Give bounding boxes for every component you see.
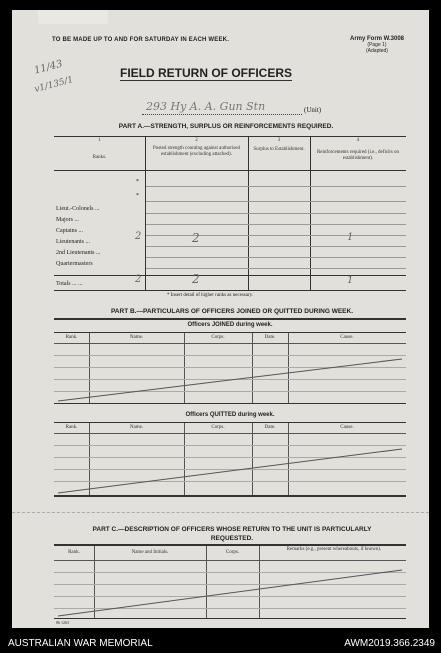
army-form-number: Army Form W.3008: [349, 36, 405, 42]
col1-header: Ranks.: [92, 155, 107, 160]
row-sep-6: [146, 246, 406, 247]
rank-row-lt-colonels: Lieut.-Colonels ...: [56, 206, 100, 212]
col-num-1: 1: [98, 138, 101, 143]
lieutenants-col4-value: 1: [347, 232, 354, 243]
col2-header: Posted strength counting against authorised establishment (excluding attached).: [153, 146, 240, 157]
quitted-col-date: Date.: [264, 425, 276, 430]
part-c-col-remarks: Remarks (e.g., present whereabouts, if known).: [286, 547, 382, 552]
quitted-title: Officers QUITTED during week.: [185, 412, 275, 418]
rank-row-2nd-lieutenants: 2nd Lieutenants ...: [56, 250, 101, 256]
caption-right: AWM2019.366.2349: [344, 638, 435, 649]
part-c-col-rank: Rank.: [68, 550, 80, 555]
joined-strike-line: [54, 333, 406, 403]
part-a-top-rule: [54, 136, 406, 137]
quitted-col-name: Name.: [129, 425, 144, 430]
caption-left: AUSTRALIAN WAR MEMORIAL: [8, 638, 153, 649]
paper-tab: [38, 10, 108, 24]
part-a-footnote: * Insert detail of higher ranks as necessary.: [167, 293, 254, 298]
unit-label: (Unit): [304, 106, 322, 114]
quitted-table: [54, 422, 406, 497]
part-b-title: PART B.—PARTICULARS OF OFFICERS JOINED OR QUITTED DURING WEEK.: [110, 308, 354, 315]
quitted-strike-line: [54, 423, 406, 495]
rank-row-quartermasters: Quartermasters: [56, 261, 93, 267]
instruction-text: TO BE MADE UP TO AND FOR SATURDAY IN EACH WEEK.: [52, 37, 230, 43]
army-form-block: [332, 36, 422, 54]
part-b-top-rule: [54, 318, 406, 320]
part-c-col-corps: Corps.: [225, 550, 240, 555]
perforation-line: [12, 512, 429, 513]
part-c-strike-line: [54, 546, 406, 618]
joined-table: [54, 332, 406, 404]
part-c-col-name: Name and Initials.: [131, 550, 169, 555]
lieutenants-col2-value: 2: [192, 231, 200, 245]
quitted-col-cause: Cause.: [340, 425, 354, 430]
quitted-col-rank: Rank.: [65, 425, 78, 430]
row-sep-8: [146, 268, 406, 269]
joined-col-corps: Corps.: [211, 335, 225, 340]
quitted-col-corps: Corps.: [211, 425, 225, 430]
row-sep-1: [146, 186, 406, 187]
caption-bar: [0, 636, 441, 653]
margin-note-2: v1/135/1: [33, 75, 75, 95]
part-c-title: PART C.—DESCRIPTION OF OFFICERS WHOSE RETURN TO THE UNIT IS PARTICULARLY REQUESTED.: [92, 526, 372, 542]
page-number: (Page 1): [367, 42, 387, 48]
part-a-bottom-rule: [54, 290, 406, 291]
col3-header: Surplus to Establishment.: [253, 147, 305, 152]
rank-row-captains: Captains ...: [56, 228, 83, 234]
part-a-title: PART A.—STRENGTH, SURPLUS OR REINFORCEMENTS REQUIRED.: [118, 123, 334, 130]
rank-row-lieutenants: Lieutenants ...: [56, 239, 90, 245]
col-num-3: 3: [277, 138, 281, 143]
joined-title: Officers JOINED during week.: [187, 322, 273, 328]
part-c-table: [54, 544, 406, 619]
adapted-label: (Adapted): [366, 48, 388, 54]
col-num-4: 4: [356, 138, 360, 143]
col4-header: Reinforcements required (i.e., deficits on establishment).: [316, 150, 400, 161]
rank-row-star-1: *: [136, 179, 139, 185]
row-sep-3: [146, 213, 406, 214]
joined-col-name: Name.: [129, 335, 144, 340]
form-title: FIELD RETURN OF OFFICERS: [120, 66, 292, 80]
row-sep-7: [146, 257, 406, 258]
row-sep-4: [146, 224, 406, 225]
joined-col-date: Date.: [264, 335, 276, 340]
form-code: 86 1263: [56, 620, 69, 625]
unit-name: 293 Hy A. A. Gun Stn: [146, 100, 266, 113]
part-a-header-rule: [54, 170, 406, 171]
captains-value: 2: [135, 231, 142, 242]
form-page: [12, 10, 429, 628]
col-num-2: 2: [195, 138, 198, 143]
rank-row-majors: Majors ...: [56, 217, 79, 223]
joined-col-rank: Rank.: [65, 335, 78, 340]
rank-row-totals: Totals ... ...: [56, 281, 83, 287]
row-sep-2: [146, 201, 406, 202]
joined-col-cause: Cause.: [340, 335, 354, 340]
totals-col2-value: 2: [192, 272, 200, 286]
rank-row-star-2: *: [136, 193, 139, 199]
unit-underline: [142, 114, 302, 115]
margin-note-1: 11/43: [33, 58, 64, 77]
totals-col4-value: 1: [347, 275, 354, 286]
totals-col1-value: 2: [135, 274, 142, 285]
row-sep-5: [146, 235, 406, 236]
